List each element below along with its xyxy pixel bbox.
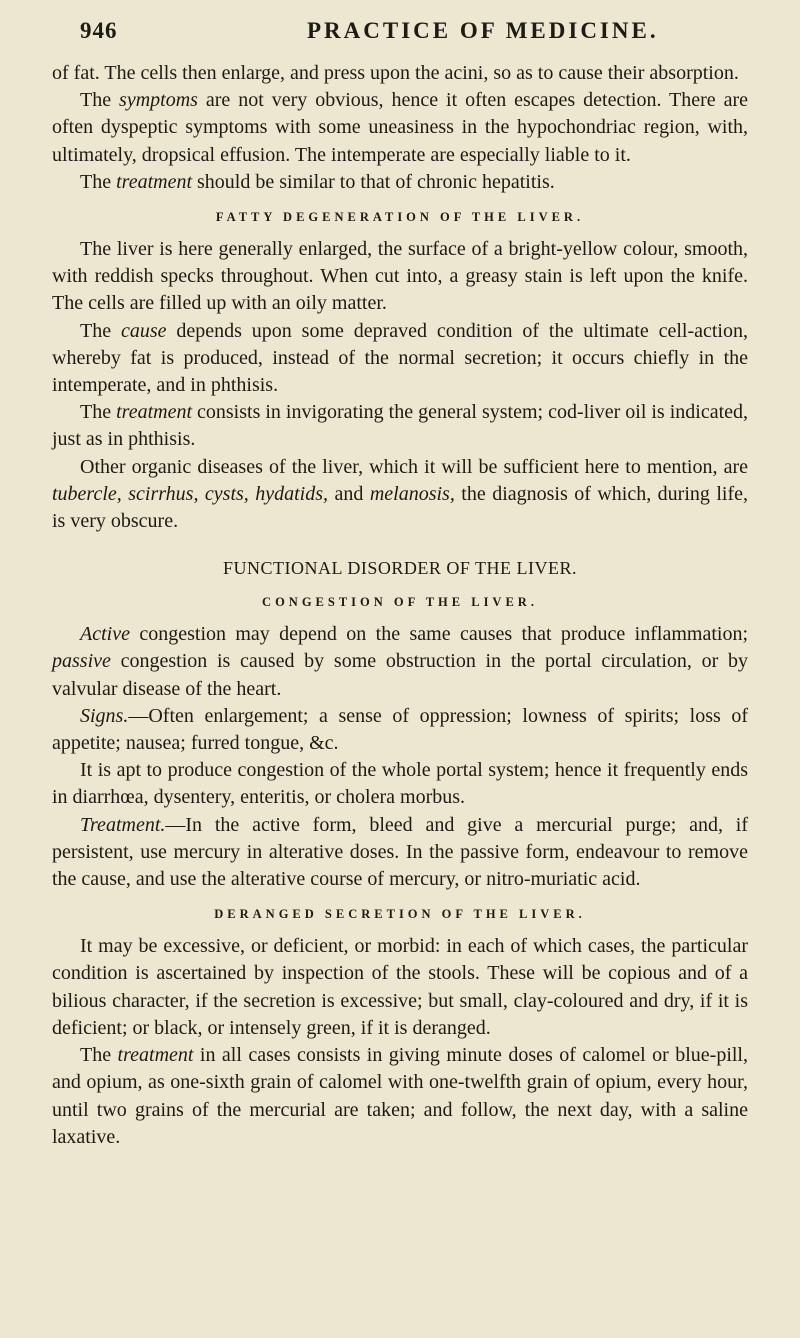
text-run: DERANGED SECRETION OF THE LIVER. xyxy=(214,907,586,922)
text-run: It is apt to produce congestion of the whole portal system; hence it frequently ends in diarrhœa, dysentery, enteritis, or cholera morbus. xyxy=(52,759,748,809)
paragraph xyxy=(52,87,748,169)
italic-term: passive xyxy=(52,650,111,673)
paragraph xyxy=(52,1042,748,1151)
paragraph xyxy=(52,757,748,811)
italic-term: symptoms xyxy=(119,89,198,112)
section-heading xyxy=(52,903,748,925)
text-run: FATTY DEGENERATION OF THE LIVER. xyxy=(215,210,585,225)
text-run: CONGESTION OF THE LIVER. xyxy=(262,595,538,610)
paragraph xyxy=(52,454,748,536)
text-run: The xyxy=(80,1044,118,1067)
italic-term: treatment xyxy=(117,1044,194,1067)
paragraph xyxy=(52,703,748,757)
text-run: The xyxy=(80,401,117,424)
text-run: of fat. The cells then enlarge, and press upon the acini, so as to cause their absorption. xyxy=(52,62,739,84)
text-run: and xyxy=(328,482,370,505)
paragraph xyxy=(52,399,748,453)
paragraph xyxy=(52,236,748,318)
page-number: 946 xyxy=(80,18,118,43)
text-run: Other organic diseases of the liver, which it will be sufficient here to mention, are xyxy=(80,455,748,478)
text-run: The xyxy=(80,319,121,342)
text-run: should be similar to that of chronic hepatitis. xyxy=(192,170,555,193)
text-run: FUNCTIONAL DISORDER OF THE LIVER. xyxy=(223,558,577,579)
text-run: congestion may depend on the same causes that produce inflammation; xyxy=(129,623,748,646)
section-heading xyxy=(52,591,748,613)
text-run: The xyxy=(80,89,120,112)
chapter-heading xyxy=(52,555,748,581)
text-run: are not very obvious, hence it often escapes detection. There are often dyspeptic symptoms with some uneasiness in the hypochondriac region, with, ultimately, dropsical effusion. The intemperate are especially liable to it. xyxy=(52,89,749,166)
paragraph xyxy=(52,621,748,703)
text-run: It may be excessive, or deficient, or morbid: in each of which cases, the particular condition is ascertained by inspection of the stools. These will be copious and of a bilious character, if the secretion is excessive; but small, clay-coloured and dry, if it is deficient; or black, or intensely green, if it is deranged. xyxy=(52,935,748,1039)
italic-term: melanosis, xyxy=(369,482,455,505)
text-run: consists in invigorating the general system; cod-liver oil is indicated, just as in phthisis. xyxy=(52,401,749,451)
text-run: in all cases consists in giving minute doses of calomel or blue-pill, and opium, as one-sixth grain of calomel with one-twelfth grain of opium, every hour, until two grains of the mercurial are taken; and follow, the next day, with a saline laxative. xyxy=(52,1044,748,1148)
italic-term: treatment xyxy=(116,170,193,193)
paragraph xyxy=(52,169,748,196)
text-run: —In the active form, bleed and give a mercurial purge; and, if persistent, use mercury in alterative doses. In the passive form, endeavour to remove the cause, and use the alterative course of mercury, or nitro-muriatic acid. xyxy=(52,813,748,891)
text-run: —Often enlargement; a sense of oppression; lowness of spirits; loss of appetite; nausea; furred tongue, &c. xyxy=(52,704,748,755)
italic-term: cause xyxy=(120,319,167,342)
paragraph xyxy=(52,318,748,400)
running-title: PRACTICE OF MEDICINE. xyxy=(307,18,659,43)
text-run: congestion is caused by some obstruction in the portal circulation, or by valvular disease of the heart. xyxy=(52,650,748,700)
text-run: the diagnosis of which, during life, is very obscure. xyxy=(52,482,748,533)
italic-term: tubercle, scirrhus, cysts, hydatids, xyxy=(52,482,329,505)
section-heading xyxy=(52,206,748,228)
italic-term: Active xyxy=(80,623,130,646)
paragraph xyxy=(52,60,748,87)
paragraph xyxy=(52,812,748,894)
page-header xyxy=(52,0,748,60)
text-run: depends upon some depraved condition of the ultimate cell-action, whereby fat is produced, instead of the normal secretion; it occurs chiefly in the intemperate, and in phthisis. xyxy=(52,319,748,397)
paragraph xyxy=(52,933,748,1042)
text-run: The liver is here generally enlarged, the surface of a bright-yellow colour, smooth, with reddish specks throughout. When cut into, a greasy stain is left upon the knife. The cells are filled up with an oily matter. xyxy=(52,238,748,315)
text-run: The xyxy=(80,170,117,193)
body-text xyxy=(52,60,748,1151)
italic-term: Signs. xyxy=(80,704,129,727)
italic-term: Treatment. xyxy=(80,813,166,836)
italic-term: treatment xyxy=(116,401,193,424)
